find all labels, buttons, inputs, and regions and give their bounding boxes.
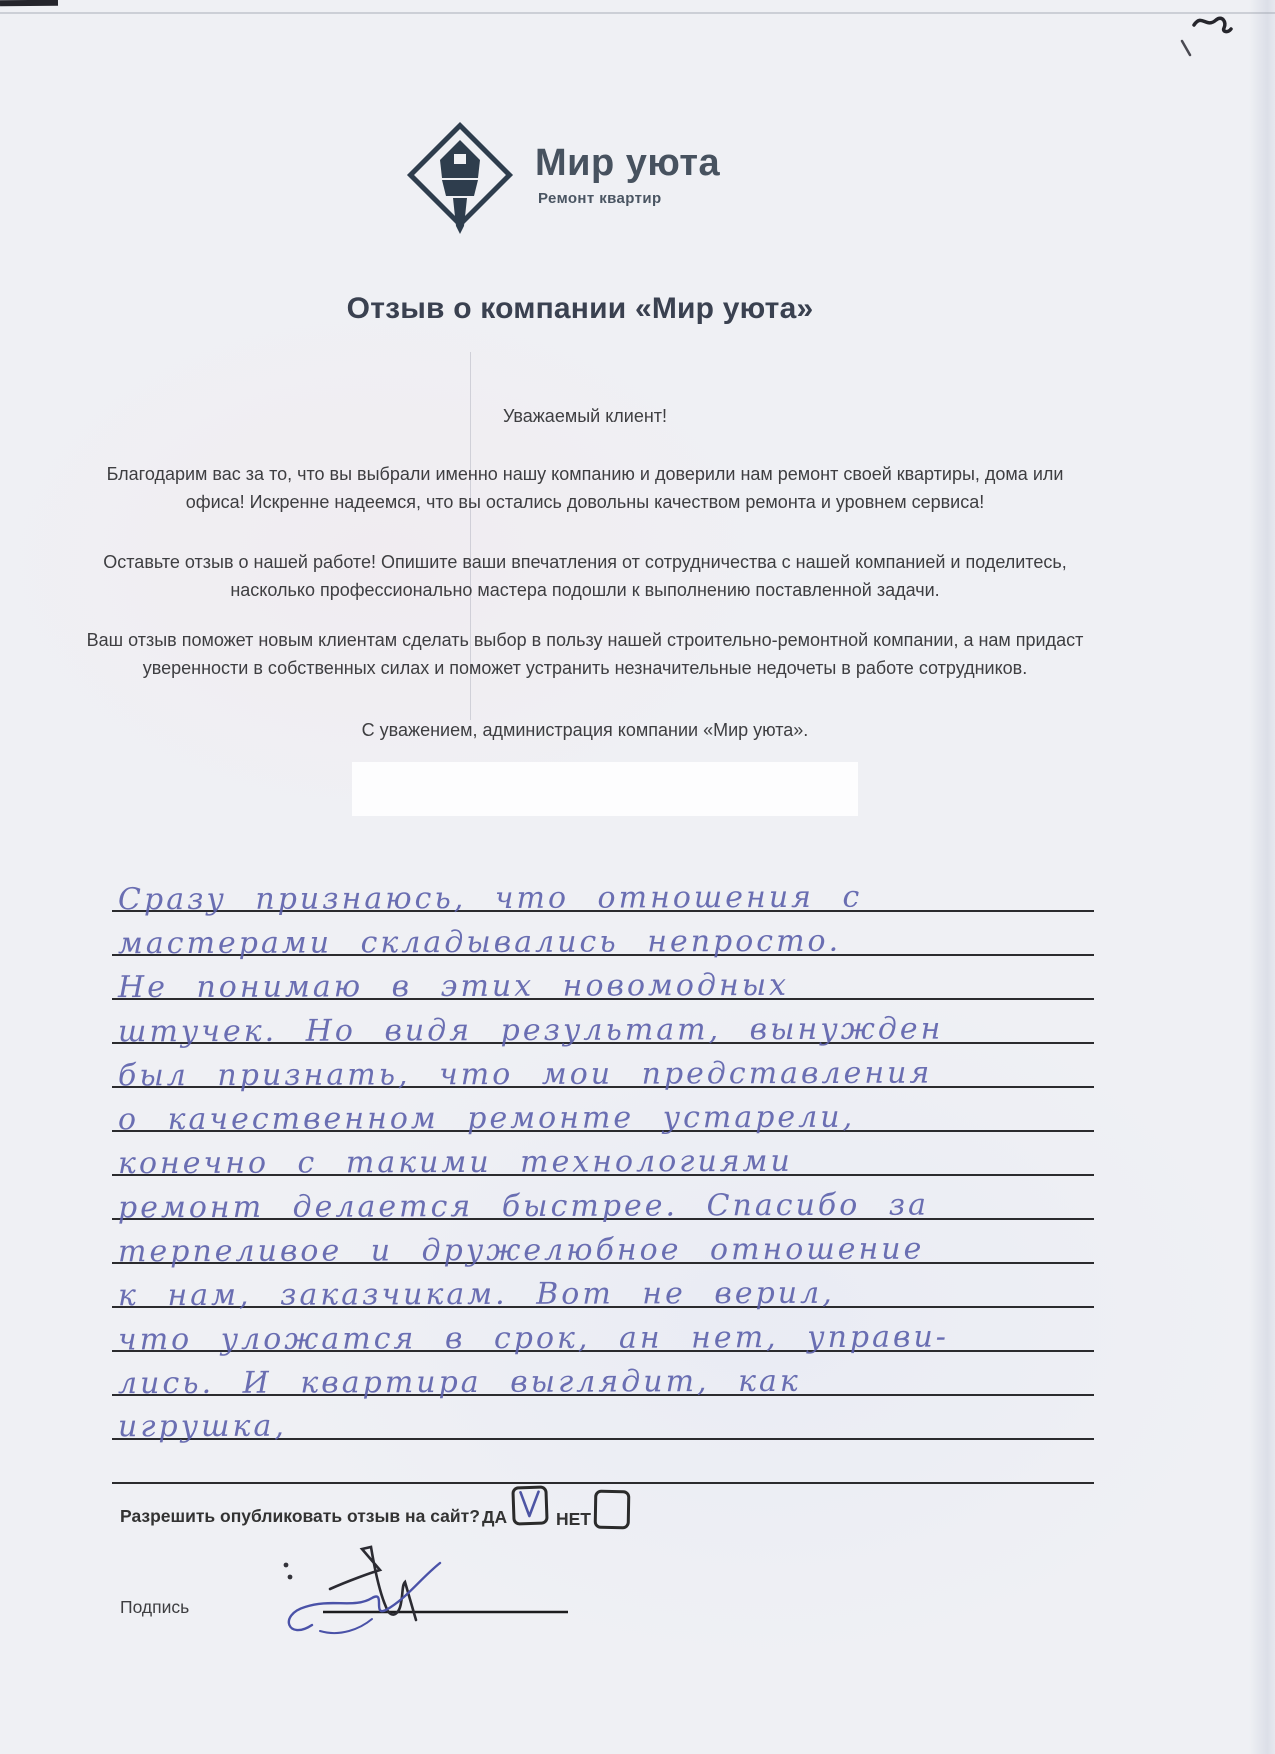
- ruled-line: [112, 1220, 1094, 1270]
- handwriting-line: терпеливое и дружелюбное отношение: [117, 1231, 925, 1270]
- ruled-line: [112, 1308, 1094, 1358]
- yes-checkbox: [511, 1485, 548, 1525]
- ruled-line-empty: [112, 1440, 1094, 1484]
- ruled-line: [112, 1264, 1094, 1314]
- handwritten-signature: [250, 1545, 610, 1655]
- handwriting-line: игрушка,: [117, 1408, 287, 1445]
- scan-top-line: [0, 12, 1275, 14]
- handwriting-line: штучек. Но видя результат, вынужден: [117, 1011, 944, 1050]
- handwriting-line: ремонт делается быстрее. Спасибо за: [117, 1187, 930, 1226]
- ink-squiggle-mark: [1180, 5, 1270, 65]
- scan-corner-mark: [0, 0, 58, 6]
- handwritten-review: [112, 868, 1094, 1484]
- page-title: Отзыв о компании «Мир уюта»: [346, 292, 814, 325]
- handwriting-line: конечно с такими технологиями: [117, 1143, 793, 1182]
- handwriting-line: к нам, заказчикам. Вот не верил,: [117, 1275, 835, 1314]
- ruled-line: [112, 868, 1094, 918]
- ruled-line: [112, 1088, 1094, 1138]
- letter-closing-line: С уважением, администрация компании «Мир уюта».: [361, 720, 809, 740]
- brand-name: Мир уюта: [535, 142, 721, 184]
- no-checkbox: [594, 1490, 631, 1530]
- scan-edge-shadow: [1249, 0, 1275, 1754]
- ruled-line: [112, 1396, 1094, 1445]
- signature-label: Подпись: [120, 1597, 190, 1617]
- check-mark-icon: [514, 1488, 545, 1522]
- handwriting-line: что уложатся в срок, ан нет, управи-: [117, 1319, 949, 1358]
- paintbrush-house-diamond-icon: [400, 118, 520, 248]
- redacted-area: [352, 762, 858, 816]
- ruled-line: [112, 1352, 1094, 1402]
- letter-paragraph-2: Оставьте отзыв о нашей работе! Опишите ваши впечатления от сотрудничества с нашей компанией и поделитесь, насколько профессионально мастера подошли к выполнению поставленной задачи.: [103, 552, 1067, 600]
- letter-paragraph-3: Ваш отзыв поможет новым клиентам сделать выбор в пользу нашей строительно-ремонтной компании, а нам придаст уверенности в собственных силах и поможет устранить незначительные недочеты в работе сотрудников.: [86, 630, 1084, 678]
- handwriting-line: о качественном ремонте устарели,: [117, 1099, 856, 1138]
- brand-tagline: Ремонт квартир: [538, 190, 662, 207]
- company-logo: [400, 118, 880, 238]
- handwriting-line: лись. И квартира выглядит, как: [117, 1363, 801, 1402]
- ruled-line: [112, 956, 1094, 1006]
- yes-label: ДА: [482, 1507, 508, 1527]
- no-label: НЕТ: [556, 1509, 591, 1529]
- ruled-line: [112, 1176, 1094, 1226]
- handwriting-line: был признать, что мои представления: [117, 1055, 933, 1094]
- handwriting-line: Сразу признаюсь, что отношения с: [117, 879, 863, 918]
- publish-question-label: Разрешить опубликовать отзыв на сайт?: [120, 1506, 480, 1526]
- ruled-line: [112, 1132, 1094, 1182]
- letter-paragraph-1: Благодарим вас за то, что вы выбрали именно нашу компанию и доверили нам ремонт своей квартиры, дома или офиса! Искренне надеемся, что вы остались довольны качеством ремонта и уровнем сервиса!: [106, 464, 1064, 512]
- greeting-line: Уважаемый клиент!: [502, 406, 668, 426]
- ruled-line: [112, 1000, 1094, 1050]
- ruled-line: [112, 912, 1094, 962]
- handwriting-line: Не понимаю в этих новомодных: [117, 967, 790, 1006]
- handwriting-line: мастерами складывались непросто.: [117, 923, 842, 962]
- ruled-line: [112, 1044, 1094, 1094]
